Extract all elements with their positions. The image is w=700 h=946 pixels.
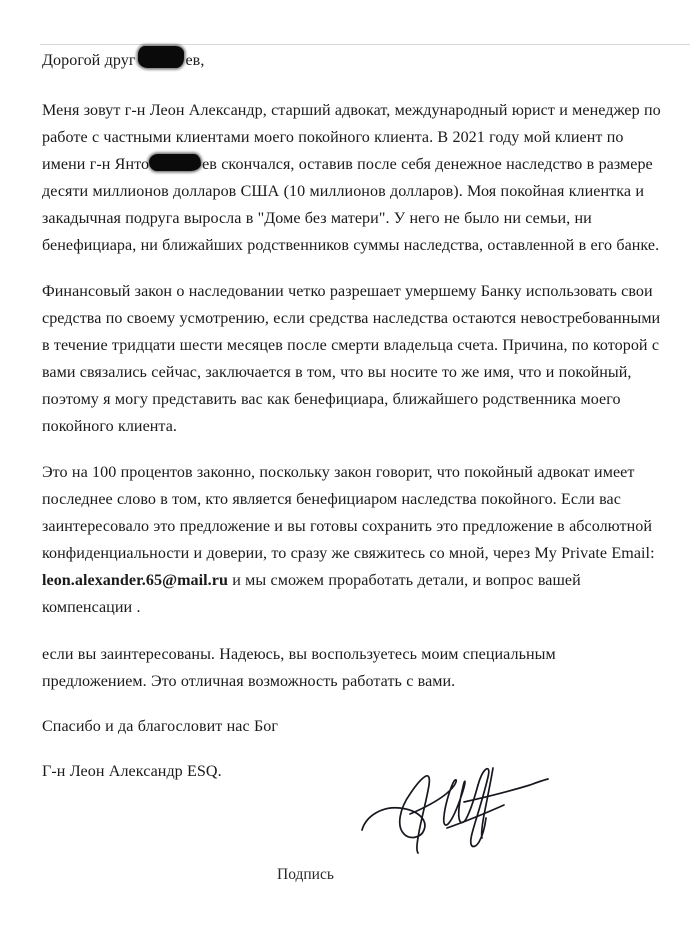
redaction-block-recipient-name (138, 46, 184, 68)
salutation-line (42, 46, 664, 74)
paragraph-offer (42, 459, 664, 621)
paragraph-signoff: Г-н Леон Александр ESQ. (42, 763, 222, 780)
paragraph-intro-text-before: Меня зовут г-н Леон Александр, старший адвокат, международный юрист и менеджер по работе с частными клиентами моего покойного клиента. В 2021 году мой клиент по имени г-н Янто (42, 102, 661, 173)
paragraph-intro-text-after: ев скончался, оставив после себя денежное наследство в размере десяти миллионов долларов США (10 миллионов долларов). Моя покойная клиентка и закадычная подруга выросла в "Доме без матери". У него не было ни семьи, ни бенефициара, ни ближайших родственников суммы наследства, оставленной в его банке. (42, 156, 660, 254)
salutation-name-suffix: ев, (185, 52, 205, 69)
signature-block (0, 752, 700, 902)
salutation-text: Дорогой друг (42, 52, 136, 69)
paragraph-closing: если вы заинтересованы. Надеюсь, вы воспользуетесь моим специальным предложением. Это отличная возможность работать с вами. (42, 646, 556, 690)
paragraph-intro (42, 97, 664, 259)
paragraph-offer-text-after-email: и мы сможем проработать детали, и вопрос вашей компенсации . (42, 572, 581, 616)
header-divider (40, 44, 690, 45)
redaction-block-client-name (149, 154, 201, 171)
handwritten-signature-icon (352, 758, 552, 863)
letter-body (42, 46, 664, 785)
signature-caption-label: Подпись (277, 866, 334, 883)
paragraph-offer-text-before-email: Это на 100 процентов законно, поскольку закон говорит, что покойный адвокат имеет последнее слово в том, кто является бенефициаром наследства покойного. Если вас заинтересовало это предложение и вы готовы сохранить это предложение в абсолютной конфиденциальности и доверии, то сразу же свяжитесь со мной, через My Private Email: (42, 464, 655, 562)
paragraph-thanks: Спасибо и да благословит нас Бог (42, 718, 279, 735)
paragraph-law: Финансовый закон о наследовании четко разрешает умершему Банку использовать свои средства по своему усмотрению, если средства наследства остаются невостребованными в течение тридцати шести месяцев после смерти владельца счета. Причина, по которой с вами связались сейчас, заключается в том, что вы носите то же имя, что и покойный, поэтому я могу представить вас как бенефициара, ближайшего родственника моего покойного клиента. (42, 283, 661, 435)
contact-email-address[interactable]: leon.alexander.65@mail.ru (42, 572, 228, 589)
